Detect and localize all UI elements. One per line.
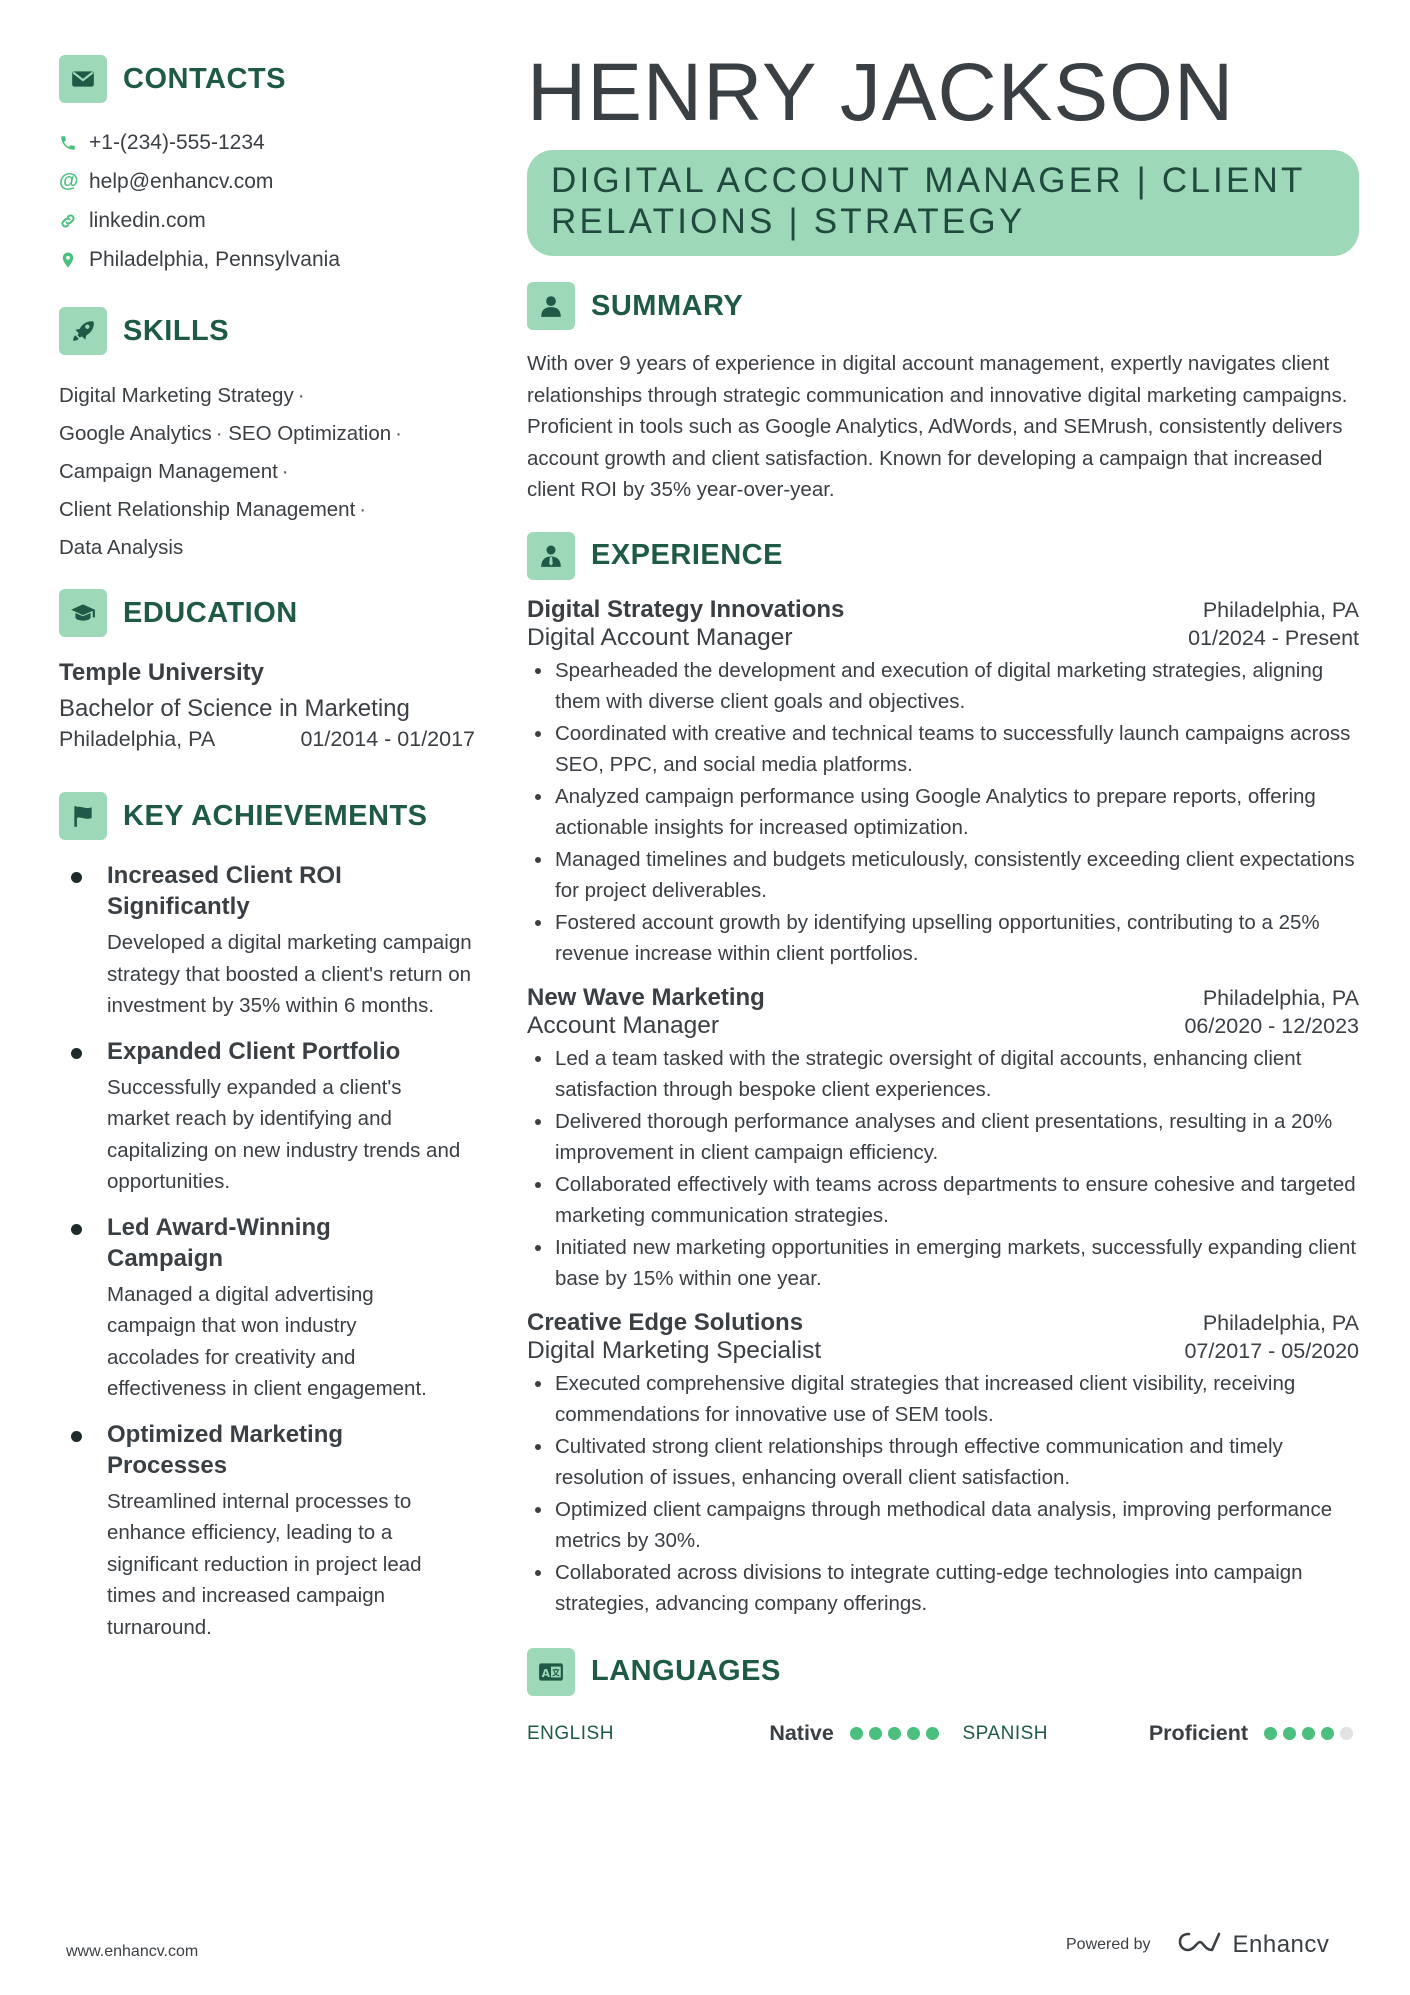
job-bullet: Cultivated strong client relationships through effective communication and timely resolution of issues, enhancing overall client satisfaction. [527,1431,1359,1494]
achievement-desc: Streamlined internal processes to enhance efficiency, leading to a significant reduction in project lead times and increased campaign turnaround. [107,1489,422,1639]
job-bullet: Coordinated with creative and technical teams to successfully launch campaigns across SEO, PPC, and social media platforms. [527,718,1359,781]
achievement-item [59,860,479,1022]
job-bullets [527,1368,1359,1620]
skill-item: Digital Marketing Strategy [59,384,294,407]
rating-dot [850,1727,863,1740]
headline-line-2: RELATIONS | STRATEGY [551,202,1026,241]
job-company: Creative Edge Solutions [527,1308,804,1336]
link-icon [59,212,89,230]
achievement-desc: Developed a digital marketing campaign strategy that boosted a client's return on investment by 35% within 6 months. [107,931,472,1017]
linkedin-text[interactable]: linkedin.com [89,208,206,232]
rating-dot [1340,1727,1353,1740]
achievement-title: Led Award-Winning Campaign [107,1213,331,1272]
job-bullet: Collaborated across divisions to integrate cutting-edge technologies into campaign strategies, advancing company offerings. [527,1557,1359,1620]
job-bullet: Led a team tasked with the strategic oversight of digital accounts, enhancing client satisfaction through bespoke client experiences. [527,1043,1359,1106]
job-bullet: Spearheaded the development and execution of digital marketing strategies, aligning them with diverse client goals and objectives. [527,655,1359,718]
job-bullet: Fostered account growth by identifying upselling opportunities, contributing to a 25% revenue increase within client portfolios. [527,907,1359,970]
at-sign-icon: @ [59,170,79,192]
rating-dot [907,1727,920,1740]
location-text: Philadelphia, Pennsylvania [89,247,341,271]
skill-item: Client Relationship Management [59,498,356,521]
achievement-desc: Managed a digital advertising campaign that won industry accolades for creativity and effectiveness in client engagement. [107,1282,427,1400]
bullet-icon [71,1224,82,1235]
job-company: New Wave Marketing [527,983,765,1011]
rating-dot [888,1727,901,1740]
contact-list [59,123,479,279]
education-school: Temple University [59,659,264,686]
job-dates: 07/2017 - 05/2020 [1184,1338,1359,1363]
job-bullet: Delivered thorough performance analyses and client presentations, resulting in a 20% improvement in client campaign efficiency. [527,1106,1359,1169]
achievement-item [59,1419,479,1644]
footer-branding [1066,1930,1329,1959]
achievement-desc: Successfully expanded a client's market reach by identifying and capitalizing on new industry trends and opportunities. [107,1075,461,1193]
experience-section-header [527,532,1359,580]
footer-website[interactable]: www.enhancv.com [66,1943,199,1960]
summary-section-header [527,282,1359,330]
language-name: ENGLISH [527,1722,614,1744]
job-entry [527,596,1359,970]
rating-dot [1283,1727,1296,1740]
languages-row [527,1718,1359,1750]
job-entry [527,984,1359,1295]
achievement-title: Optimized Marketing Processes [107,1420,344,1479]
translate-icon [527,1648,575,1696]
skill-item: Campaign Management [59,460,278,483]
left-column [59,55,479,1657]
skills-heading: SKILLS [123,314,230,347]
headline-box [527,150,1359,256]
achievement-title: Increased Client ROI Significantly [107,862,342,920]
achievements-section-header [59,792,479,840]
experience-heading: EXPERIENCE [591,539,783,571]
rating-dot [1321,1727,1334,1740]
contacts-section-header [59,55,479,103]
job-dates: 01/2024 - Present [1188,625,1359,650]
job-bullet: Managed timelines and budgets meticulously, consistently exceeding client expectations for project deliverables. [527,844,1359,907]
phone-text: +1-(234)-555-1234 [89,130,265,154]
language-level: Native [769,1721,834,1745]
job-bullets [527,655,1359,970]
job-role: Account Manager [527,1011,720,1039]
languages-heading: LANGUAGES [591,1655,781,1687]
job-entry [527,1309,1359,1620]
language-level: Proficient [1148,1721,1248,1745]
education-dates: 01/2014 - 01/2017 [300,727,475,751]
email-text[interactable]: help@enhancv.com [89,169,274,193]
contact-email [59,162,479,201]
flag-icon [59,792,107,840]
contact-phone [59,123,479,162]
job-bullets [527,1043,1359,1295]
bullet-icon [71,872,82,883]
achievements-heading: KEY ACHIEVEMENTS [123,799,428,832]
skills-list: Digital Marketing Strategy · Google Analytics · SEO Optimization · Campaign Management · Client Relationship Management · Data Analysis [59,384,402,559]
job-bullet: Optimized client campaigns through methodical data analysis, improving performance metrics by 30%. [527,1494,1359,1557]
bullet-icon [71,1431,82,1442]
job-location: Philadelphia, PA [1202,1310,1359,1335]
businessman-icon [527,532,575,580]
contact-location [59,240,479,279]
job-bullet: Initiated new marketing opportunities in emerging markets, successfully expanding client base by 15% within one year. [527,1232,1359,1295]
rocket-icon [59,307,107,355]
phone-icon [59,134,89,152]
education-section-header [59,589,479,637]
education-location: Philadelphia, PA [59,727,216,751]
job-company: Digital Strategy Innovations [527,595,845,623]
skill-item: Google Analytics [59,422,212,445]
rating-dot [1264,1727,1277,1740]
envelope-icon [59,55,107,103]
powered-by-label: Powered by [1066,1935,1151,1953]
bullet-icon [71,1048,82,1059]
job-bullet: Analyzed campaign performance using Google Analytics to prepare reports, offering actionable insights for increased optimization. [527,781,1359,844]
education-heading: EDUCATION [123,596,298,629]
education-degree: Bachelor of Science in Marketing [59,695,410,722]
job-role: Digital Marketing Specialist [527,1336,822,1364]
skill-item: SEO Optimization [228,422,392,445]
user-icon [527,282,575,330]
rating-dot [869,1727,882,1740]
enhancv-logo-icon [1177,1930,1223,1959]
rating-dot [1302,1727,1315,1740]
language-rating [1264,1727,1359,1740]
job-dates: 06/2020 - 12/2023 [1184,1013,1359,1038]
contact-linkedin [59,201,479,240]
job-location: Philadelphia, PA [1202,597,1359,622]
language-rating [850,1727,963,1740]
job-role: Digital Account Manager [527,623,793,651]
achievement-item [59,1212,479,1405]
summary-text: With over 9 years of experience in digital account management, expertly navigates client relationships through strategic communication and innovative digital marketing campaigns. Proficient in tools such as Google Analytics, AdWords, and SEMrush, consistently delivers account growth and client satisfaction. Known for developing a campaign that increased client ROI by 35% year-over-year. [527,352,1348,501]
location-pin-icon [59,251,89,269]
right-column [527,48,1359,1750]
education-meta [59,727,475,752]
languages-section-header [527,1648,1359,1696]
achievement-title: Expanded Client Portfolio [107,1037,401,1065]
candidate-name: HENRY JACKSON [527,47,1235,138]
rating-dot [926,1727,939,1740]
graduation-cap-icon [59,589,107,637]
achievements-list [59,860,479,1643]
achievement-item [59,1036,479,1198]
job-bullet: Collaborated effectively with teams across departments to ensure cohesive and targeted marketing communication strategies. [527,1169,1359,1232]
language-name: SPANISH [962,1722,1049,1744]
summary-heading: SUMMARY [591,289,744,322]
brand-name: Enhancv [1232,1930,1330,1958]
skill-item: Data Analysis [59,536,184,559]
contacts-heading: CONTACTS [123,62,286,95]
job-location: Philadelphia, PA [1202,985,1359,1010]
job-bullet: Executed comprehensive digital strategies that increased client visibility, receiving commendations for innovative use of SEM tools. [527,1368,1359,1431]
headline-line-1: DIGITAL ACCOUNT MANAGER | CLIENT [551,161,1306,200]
skills-section-header [59,307,479,355]
svg-text:A: A [541,1666,551,1680]
